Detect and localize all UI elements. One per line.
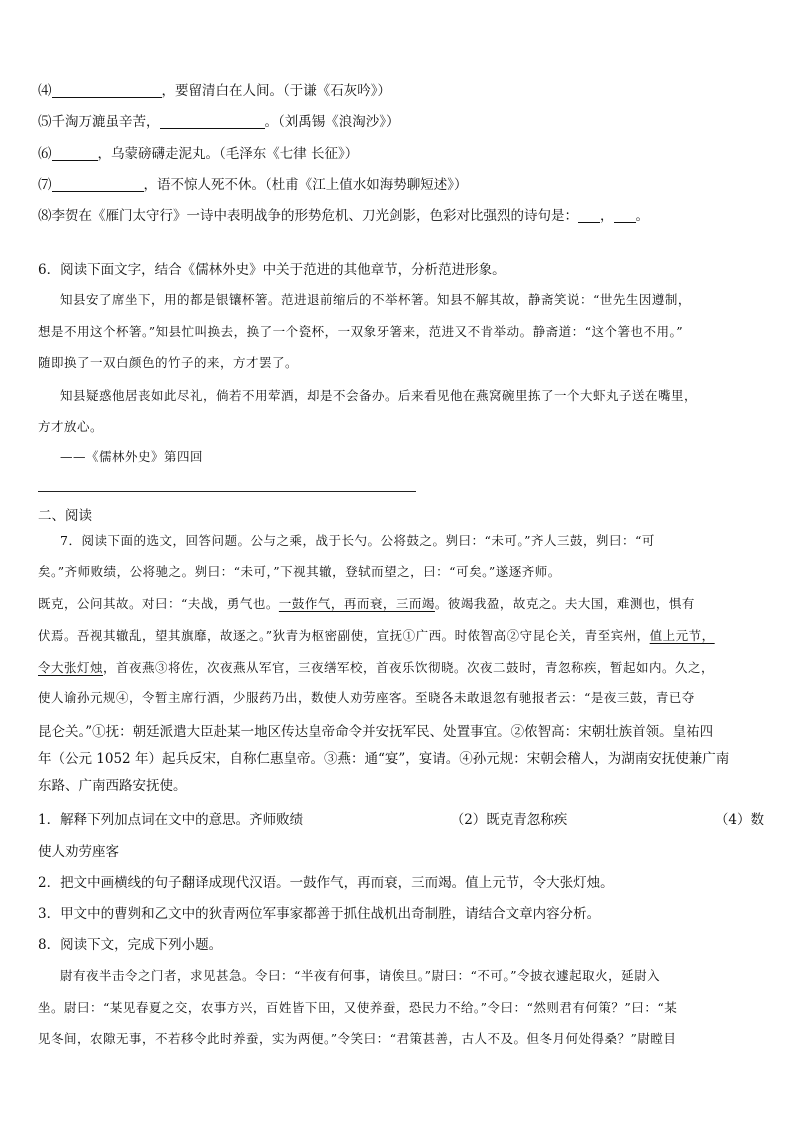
q7-text: ，首夜燕③将佐，次夜燕从军官，三夜缮军校，首夜乐饮彻晓。次夜二鼓时，青忽称疾，暂起如内。久之， xyxy=(103,660,715,675)
item-text: ，要留清白在人间。（于谦《石灰吟》） xyxy=(161,83,391,99)
item-number: ⑷ xyxy=(38,83,52,99)
underlined-sentence: 值上元节， xyxy=(649,628,715,643)
q7-text: 伏焉。吾视其辙乱，望其旗靡，故逐之。”狄青为枢密副使，宣抚①广西。时侬智高②守昆仑关，青至宾州， xyxy=(38,628,650,643)
footnote-line: 昆仑关。”①抚：朝廷派遣大臣赴某一地区传达皇帝命令并安抚军民、处置事宜。②侬智高：宋朝壮族首领。皇祐四 xyxy=(38,724,714,740)
sub-question-1-cont: 使人劝劳座客 xyxy=(38,844,119,860)
q7-line: 矣。”齐师败绩，公将驰之。刿曰：“未可，”下视其辙，登轼而望之，曰：“可矣。”遂逐齐师。 xyxy=(38,564,561,579)
separator: ， xyxy=(600,208,614,224)
item-text-post: 。（刘禹锡《浪淘沙》） xyxy=(264,114,400,130)
answer-blank[interactable] xyxy=(52,177,144,192)
item-number: ⑹ xyxy=(38,146,52,162)
sub-q1-c: （4）数 xyxy=(714,812,764,828)
item-number: ⑺ xyxy=(38,177,52,193)
passage-line: 方才放心。 xyxy=(38,419,104,434)
fill-blank-item-5 xyxy=(38,112,764,132)
sub-q1-a: 1．解释下列加点词在文中的意思。齐师败绩 xyxy=(38,812,304,828)
fill-blank-item-4 xyxy=(38,81,764,101)
passage-source: ——《儒林外史》第四回 xyxy=(60,449,204,464)
underlined-sentence: 令大张灯烛 xyxy=(38,660,104,675)
passage-line: 知县疑惑他居丧如此尽礼，倘若不用荤酒，却是不会备办。后来看见他在燕窝碗里拣了一个大虾丸子送在嘴里， xyxy=(60,388,698,403)
question-6-prompt: 6．阅读下面文字，结合《儒林外史》中关于范进的其他章节，分析范进形象。 xyxy=(38,262,506,278)
section-divider xyxy=(38,491,416,492)
underlined-sentence: 一鼓作气，再而衰，三而竭 xyxy=(278,596,435,611)
q7-text: 。彼竭我盈，故克之。夫大国，难测也，惧有 xyxy=(434,596,695,611)
passage-line: 随即换了一双白颜色的竹子的来，方才罢了。 xyxy=(38,355,299,370)
answer-blank[interactable] xyxy=(52,146,98,161)
q7-line xyxy=(38,594,764,614)
fill-blank-item-8 xyxy=(38,206,764,226)
passage-line: 想是不用这个杯箸。”知县忙叫换去，换了一个瓷杯，一双象牙箸来，范进又不肯举动。静斋道：“这个箸也不用。” xyxy=(38,324,684,339)
q8-line: 见冬间，农隙无事，不若移令此时养蚕，实为两便。”令笑曰：“君策甚善，古人不及。但冬月何处得桑？”尉瞠目 xyxy=(38,1031,677,1046)
q7-line: 使人谕孙元规④，令暂主席行酒，少服药乃出，数使人劝劳座客。至晓各未敢退忽有驰报者云：“是夜三鼓，青已夺 xyxy=(38,690,695,705)
q8-line: 尉有夜半击令之门者，求见甚急。令曰：“半夜有何事，请俟旦。”尉曰：“不可。”令披衣遽起取火，延尉入 xyxy=(60,968,661,983)
item-text-pre: ⑸千淘万漉虽辛苦， xyxy=(38,114,160,130)
q7-line: 7．阅读下面的选文，回答问题。公与之乘，战于长勺。公将鼓之。刿曰：“未可。”齐人三鼓，刿曰：“可 xyxy=(60,533,655,548)
question-8-prompt: 8．阅读下文，完成下列小题。 xyxy=(38,937,223,953)
q7-line xyxy=(38,626,764,646)
section-heading: 二、阅读 xyxy=(38,508,92,524)
fill-blank-item-7 xyxy=(38,175,764,195)
fill-blank-item-6 xyxy=(38,144,764,164)
sub-question-2: 2．把文中画横线的句子翻译成现代汉语。一鼓作气，再而衰，三而竭。值上元节，令大张灯烛。 xyxy=(38,875,614,891)
item-text: ，乌蒙磅礴走泥丸。（毛泽东《七律 长征》） xyxy=(97,146,359,162)
footnote-line: 东路、广南西路安抚使。 xyxy=(38,778,187,794)
end-mark: 。 xyxy=(635,208,649,224)
sub-question-1 xyxy=(38,810,764,830)
answer-blank[interactable] xyxy=(160,114,265,129)
item-text: ⑻李贺在《雁门太守行》一诗中表明战争的形势危机、刀光剑影，色彩对比强烈的诗句是： xyxy=(38,208,578,224)
footnote-line: 年（公元 1052 年）起兵反宋，自称仁惠皇帝。③燕：通“宴”，宴请。④孙元规：宋朝会稽人，为湖南安抚使兼广南 xyxy=(38,751,730,767)
q7-text: 既克，公问其故。对曰：“夫战，勇气也。 xyxy=(38,596,279,611)
answer-blank[interactable] xyxy=(614,208,636,223)
sub-question-3: 3．甲文中的曹刿和乙文中的狄青两位军事家都善于抓住战机出奇制胜，请结合文章内容分析。 xyxy=(38,906,601,922)
answer-blank[interactable] xyxy=(52,83,162,98)
sub-q1-b: （2）既克青忽称疾 xyxy=(450,812,568,828)
q7-line xyxy=(38,658,764,678)
answer-blank[interactable] xyxy=(578,208,600,223)
item-text: ，语不惊人死不休。（杜甫《江上值水如海势聊短述》） xyxy=(143,177,468,193)
passage-line: 知县安了席坐下，用的都是银镶杯箸。范进退前缩后的不举杯箸。知县不解其故，静斋笑说：“世先生因遵制， xyxy=(60,292,691,307)
q8-line: 坐。尉曰：“某见春夏之交，农事方兴，百姓皆下田，又使养蚕，恐民力不给。”令曰：“然则君有何策？”曰：“某 xyxy=(38,1000,678,1015)
